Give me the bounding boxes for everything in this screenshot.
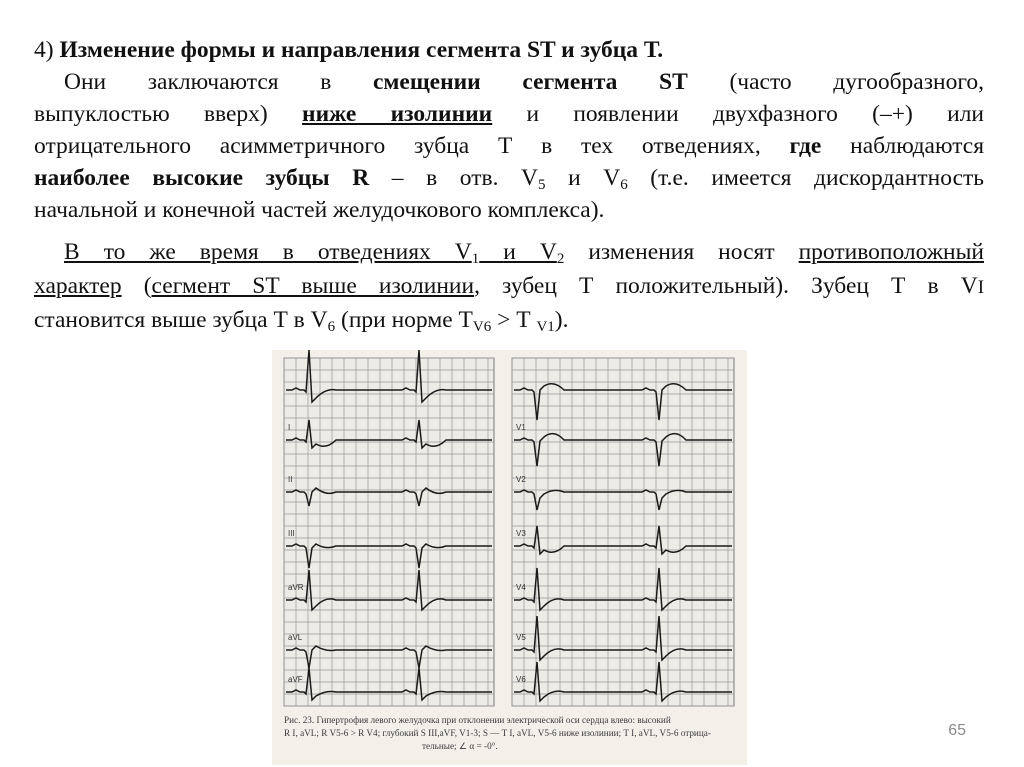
para2-st-above: сегмент ST выше изолинии bbox=[151, 273, 475, 299]
ecg-image bbox=[272, 350, 747, 765]
lead-label: aVR bbox=[288, 583, 304, 592]
para2-text: и V bbox=[503, 239, 557, 265]
subscript: V6 bbox=[472, 319, 492, 335]
lead-label: V3 bbox=[516, 529, 526, 538]
para1-line2 bbox=[34, 98, 984, 130]
section-heading bbox=[34, 34, 984, 66]
para1-below-isoline: ниже изолинии bbox=[302, 101, 493, 127]
lead-label: V4 bbox=[516, 583, 526, 592]
para1-text: отрицательного асимметричного зубца Т в тех отведениях, bbox=[34, 133, 761, 159]
para2-text: ( bbox=[143, 273, 152, 299]
subscript: V1 bbox=[536, 319, 555, 335]
para2-character: характер bbox=[34, 273, 122, 299]
para2-text: изменения носят bbox=[588, 239, 775, 265]
subscript: 6 bbox=[620, 177, 628, 193]
subscript: 6 bbox=[327, 319, 336, 335]
para1-line3 bbox=[34, 130, 984, 162]
para1-line5 bbox=[34, 194, 984, 226]
lead-label: III bbox=[288, 529, 295, 538]
subscript: 2 bbox=[556, 251, 565, 267]
para2-text: (при норме Т bbox=[341, 307, 473, 333]
para1-text: и V bbox=[568, 165, 621, 191]
para1-line4 bbox=[34, 162, 984, 194]
para1-bold-st: смещении сегмента ST bbox=[372, 69, 688, 95]
figure-caption-line2: R I, aVL; R V5-6 > R V4; глубокий S III,aVF, V1-3; S — T I, aVL, V5-6 ниже изолинии; T I, aVL, V5-6 отрица- bbox=[284, 728, 711, 738]
para2-line3 bbox=[34, 304, 984, 336]
figure-caption-line3: тельные; ∠ α = -0°. bbox=[422, 741, 498, 751]
para1-text: (часто дугообразного, bbox=[729, 69, 984, 95]
para1-text: (т.е. имеется дискордантность bbox=[650, 165, 984, 191]
para2-text: I bbox=[977, 277, 985, 298]
para2-text: становится выше зубца Т в V bbox=[34, 307, 328, 333]
para1-text: наблюдаются bbox=[850, 133, 985, 159]
lead-label: V2 bbox=[516, 475, 526, 484]
para2-text: > Т bbox=[497, 307, 531, 333]
page-number: 65 bbox=[948, 722, 966, 739]
lead-label: II bbox=[288, 475, 293, 484]
ecg-panel-chest-leads bbox=[512, 358, 734, 706]
para2-line2 bbox=[34, 270, 984, 304]
lead-label: aVL bbox=[288, 633, 303, 642]
para1-text: и появлении двухфазного (–+) или bbox=[526, 101, 984, 127]
lead-label: V6 bbox=[516, 675, 526, 684]
para2-opposite: противоположный bbox=[798, 239, 984, 265]
lead-label: I bbox=[288, 423, 291, 432]
subscript: 5 bbox=[538, 177, 546, 193]
para1-bold-where: где bbox=[789, 133, 822, 159]
subscript: 1 bbox=[471, 251, 480, 267]
ecg-figure bbox=[272, 350, 747, 765]
para2-text: ). bbox=[554, 307, 569, 333]
figure-caption-line1: Рис. 23. Гипертрофия левого желудочка при отклонении электрической оси сердца влево: высокий bbox=[284, 715, 671, 725]
para1-line1 bbox=[34, 66, 984, 98]
lead-label: V1 bbox=[516, 423, 526, 432]
para1-text: Они заключаются в bbox=[64, 69, 332, 95]
para1-text: выпуклостью вверх) bbox=[34, 101, 268, 127]
lead-label: V5 bbox=[516, 633, 526, 642]
para1-text: начальной и конечной частей желудочкового комплекса). bbox=[34, 197, 605, 223]
ecg-panel-limb-leads bbox=[284, 350, 494, 706]
lead-label: aVF bbox=[288, 675, 303, 684]
heading-text: Изменение формы и направления сегмента ST и зубца Т. bbox=[59, 37, 664, 63]
para2-text: В то же время в отведениях V bbox=[64, 239, 472, 265]
heading-number: 4) bbox=[34, 37, 54, 63]
para2-line1 bbox=[34, 236, 984, 268]
para1-text: – в отв. V bbox=[391, 165, 539, 191]
para2-text: , зубец Т положительный). Зубец Т в V bbox=[474, 273, 978, 299]
para1-bold-high-r: наиболее высокие зубцы R bbox=[34, 165, 370, 191]
